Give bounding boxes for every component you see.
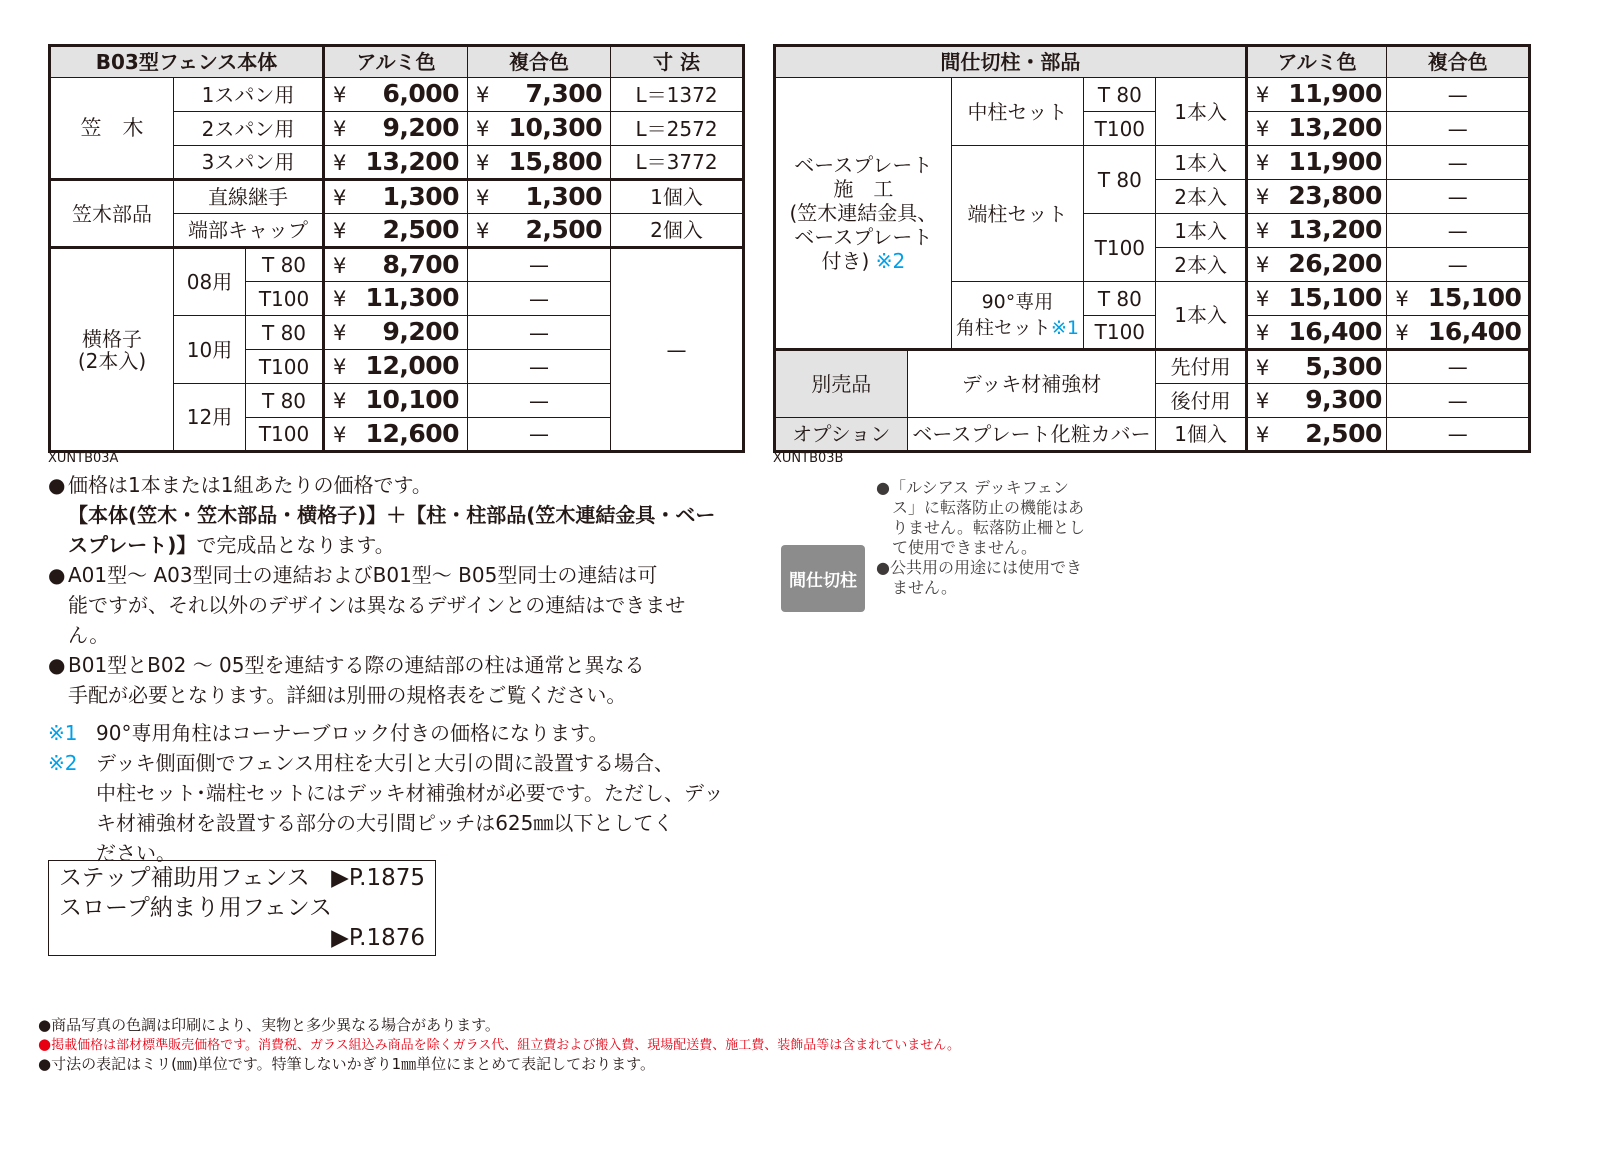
partition-post-warnings: ●「ルシアス デッキフェン ス」に転落防止の機能はあ りません。転落防止柵とし て使用できません。 ●公共用の用途には使用でき ません。 xyxy=(876,478,1085,597)
price-alumi: ¥ 5,300 xyxy=(1246,350,1387,384)
size-value: L＝3772 xyxy=(611,146,744,180)
betsu-label: 別売品 xyxy=(775,350,908,418)
price-fukugo: — xyxy=(468,384,611,418)
price-fukugo: — xyxy=(1387,384,1530,418)
price-alumi: ¥ 15,100 xyxy=(1246,282,1387,316)
header-fukugo: 複合色 xyxy=(1387,46,1530,78)
price-fukugo: ¥ 15,800 xyxy=(468,146,611,180)
fence-body-price-table xyxy=(48,44,745,453)
group-name: 10用 xyxy=(174,316,246,384)
price-fukugo: — xyxy=(1387,180,1530,214)
price-fukugo: — xyxy=(1387,248,1530,282)
thickness: T 80 xyxy=(246,248,324,282)
yokogoshi-label: 横格子 (2本入) xyxy=(50,248,174,452)
price-fukugo: — xyxy=(468,282,611,316)
qty-value: 1本入 xyxy=(1156,78,1246,146)
price-fukugo: ¥ 16,400 xyxy=(1387,316,1530,350)
price-fukugo: — xyxy=(1387,146,1530,180)
kasagi-parts-label: 笠木部品 xyxy=(50,180,174,248)
thickness: T100 xyxy=(246,418,324,452)
thickness: T 80 xyxy=(246,316,324,350)
price-fukugo: ¥ 1,300 xyxy=(468,180,611,214)
qty-value: 1本入 xyxy=(1156,146,1246,180)
betsu-name: デッキ材補強材 xyxy=(907,350,1156,418)
price-fukugo: — xyxy=(1387,78,1530,112)
price-alumi: ¥ 11,300 xyxy=(324,282,468,316)
related-page-refs xyxy=(48,860,436,956)
header-size: 寸 法 xyxy=(611,46,744,78)
thickness: T100 xyxy=(246,282,324,316)
size-value: L＝1372 xyxy=(611,78,744,112)
price-fukugo: — xyxy=(1387,214,1530,248)
thickness: T 80 xyxy=(1084,78,1156,112)
price-fukugo: — xyxy=(1387,350,1530,384)
kasagi-name: 3スパン用 xyxy=(174,146,324,180)
ref-step[interactable]: ステップ補助用フェンス ▶P.1875 xyxy=(59,865,425,891)
header-title: B03型フェンス本体 xyxy=(50,46,324,78)
kado-name: 90°専用 角柱セット※1 xyxy=(951,282,1084,350)
group-name: 08用 xyxy=(174,248,246,316)
header-title: 間仕切柱・部品 xyxy=(775,46,1247,78)
price-fukugo: — xyxy=(1387,112,1530,146)
kasagi-name: 1スパン用 xyxy=(174,78,324,112)
partition-post-tag: 間仕切柱 xyxy=(781,545,865,612)
price-alumi: ¥ 13,200 xyxy=(1246,214,1387,248)
ref-slope[interactable]: スロープ納まり用フェンス ▶P.1876 xyxy=(59,895,425,951)
partition-post-price-table xyxy=(773,44,1531,453)
price-alumi: ¥ 23,800 xyxy=(1246,180,1387,214)
thickness: T 80 xyxy=(1084,282,1156,316)
thickness: T100 xyxy=(1084,112,1156,146)
part-name: 直線継手 xyxy=(174,180,324,214)
naka-name: 中柱セット xyxy=(951,78,1084,146)
option-label: オプション xyxy=(775,418,908,452)
qty-value: 1本入 xyxy=(1156,214,1246,248)
price-fukugo: — xyxy=(468,316,611,350)
thickness: T100 xyxy=(246,350,324,384)
price-notes: ● 価格は1本または1組あたりの価格です。 【本体(笠木・笠木部品・横格子)】＋【柱・柱部品(笠木連結金具・ベー スプレート)】で完成品となります。 ● A01型～ A03型同士の連結およびB01型～ B05型同士の連結は可 能ですが、それ以外のデザインは異なるデザインとの連結はできませ ん。 ● B01型とB02 ～ 05型を連結する際の連結部の柱は通常と異なる 手配が必要となります。詳細は別冊の規格表をご覧ください。 ※1 90°専用角柱はコーナーブロック付きの価格になります。 ※2 デッキ側面側でフェンス用柱を大引と大引の間に設置する場合、 中柱セット･端柱セットにはデッキ材補強材が必要です。ただし、デッ キ材補強材を設置する部分の大引間ピッチは625㎜以下としてく ださい。 xyxy=(48,473,724,865)
hashi-name: 端柱セット xyxy=(951,146,1084,282)
header-alumi: アルミ色 xyxy=(324,46,468,78)
note-mark: ※2 xyxy=(875,249,906,273)
price-alumi: ¥ 9,300 xyxy=(1246,384,1387,418)
thickness: T100 xyxy=(1084,316,1156,350)
price-alumi: ¥ 12,000 xyxy=(324,350,468,384)
qty-value: 1本入 xyxy=(1156,282,1246,350)
price-fukugo: ¥ 7,300 xyxy=(468,78,611,112)
price-alumi: ¥ 1,300 xyxy=(324,180,468,214)
price-fukugo: ¥ 10,300 xyxy=(468,112,611,146)
base-plate-label: ベースプレート 施 工 (笠木連結金具、 ベースプレート 付き) ※2 xyxy=(775,78,952,350)
thickness: T 80 xyxy=(246,384,324,418)
qty-value: 2個入 xyxy=(611,214,744,248)
thickness: T 80 xyxy=(1084,146,1156,214)
price-alumi: ¥ 11,900 xyxy=(1246,78,1387,112)
part-name: 端部キャップ xyxy=(174,214,324,248)
price-alumi: ¥ 2,500 xyxy=(1246,418,1387,452)
qty-value: 2本入 xyxy=(1156,248,1246,282)
price-alumi: ¥ 13,200 xyxy=(324,146,468,180)
price-alumi: ¥ 6,000 xyxy=(324,78,468,112)
kasagi-label: 笠 木 xyxy=(50,78,174,180)
price-alumi: ¥ 13,200 xyxy=(1246,112,1387,146)
price-alumi: ¥ 9,200 xyxy=(324,316,468,350)
price-alumi: ¥ 2,500 xyxy=(324,214,468,248)
size-value: L＝2572 xyxy=(611,112,744,146)
type-value: 先付用 xyxy=(1156,350,1246,384)
price-alumi: ¥ 11,900 xyxy=(1246,146,1387,180)
type-value: 後付用 xyxy=(1156,384,1246,418)
price-fukugo: — xyxy=(468,248,611,282)
price-alumi: ¥ 8,700 xyxy=(324,248,468,282)
table-code: XUNTB03A xyxy=(48,451,119,466)
qty-value: 2本入 xyxy=(1156,180,1246,214)
price-alumi: ¥ 9,200 xyxy=(324,112,468,146)
qty-value: 1個入 xyxy=(1156,418,1246,452)
header-alumi: アルミ色 xyxy=(1246,46,1387,78)
table-code: XUNTB03B xyxy=(773,451,844,466)
note-mark: ※1 xyxy=(1050,317,1079,339)
price-alumi: ¥ 26,200 xyxy=(1246,248,1387,282)
option-name: ベースプレート化粧カバー xyxy=(907,418,1156,452)
thickness: T100 xyxy=(1084,214,1156,282)
price-alumi: ¥ 12,600 xyxy=(324,418,468,452)
header-fukugo: 複合色 xyxy=(468,46,611,78)
price-fukugo: ¥ 15,100 xyxy=(1387,282,1530,316)
price-alumi: ¥ 16,400 xyxy=(1246,316,1387,350)
price-fukugo: ¥ 2,500 xyxy=(468,214,611,248)
kasagi-name: 2スパン用 xyxy=(174,112,324,146)
price-alumi: ¥ 10,100 xyxy=(324,384,468,418)
price-fukugo: — xyxy=(468,350,611,384)
qty-value: 1個入 xyxy=(611,180,744,214)
price-fukugo: — xyxy=(1387,418,1530,452)
group-name: 12用 xyxy=(174,384,246,452)
price-fukugo: — xyxy=(468,418,611,452)
footer-notes: ●商品写真の色調は印刷により、実物と多少異なる場合があります。 ●掲載価格は部材標準販売価格です。消費税、ガラス組込み商品を除くガラス代、組立費および搬入費、現場配送費、施工費、装飾品等は含まれていません。 ●寸法の表記はミリ(㎜)単位です。特筆しないかぎり1㎜単位にまとめて表記しております。 xyxy=(38,1016,961,1073)
size-value: — xyxy=(611,248,744,452)
